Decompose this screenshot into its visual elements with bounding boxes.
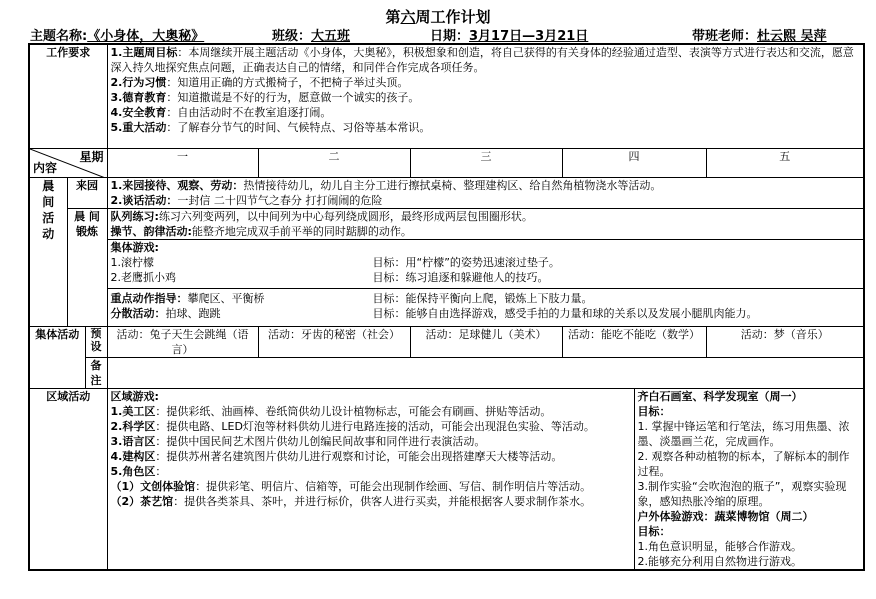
page-title [0, 6, 876, 27]
activity-tuesday: 活动：牙齿的秘密（社会） [258, 327, 410, 358]
game-item: 1.滚柠檬 目标：用“柠檬”的姿势迅速滚过垫子。 [110, 256, 560, 269]
area-line: （2）茶艺馆：提供各类茶具、茶叶，并进行标价，供客人进行买卖，并能根据客人要求制作茶水。 [110, 495, 592, 508]
work-item: 5.重大活动：了解春分节气的时间、气候特点、习俗等基本常识。 [110, 121, 431, 134]
plan-table [28, 43, 865, 571]
group-activity-note-row [29, 358, 864, 389]
day-wednesday: 三 [410, 149, 562, 178]
corner-cell [29, 149, 107, 178]
activity-wednesday: 活动：足球健儿（美术） [410, 327, 562, 358]
theme-value: 《小身体，大奥秘》 [87, 29, 205, 44]
work-requirements-label: 工作要求 [29, 44, 107, 149]
exercise-row [29, 209, 864, 240]
work-requirements-row [29, 44, 864, 149]
day-tuesday: 二 [258, 149, 410, 178]
area-line: 5.角色区： [110, 465, 167, 478]
exercise-label: 晨 间 锻炼 [67, 209, 107, 327]
exercise-queue-content: 队列练习:练习六列变两列，以中间列为中心每列绕成圆形，最终形成两层包围圈形状。 操节、韵律活动:能整齐地完成双手前平举的同时踮脚的动作。 [107, 209, 864, 240]
work-requirements-content [107, 44, 864, 149]
area-line: 3.语言区：提供中国民间艺术图片供幼儿创编民间故事和同伴进行表演活动。 [110, 435, 486, 448]
exercise-games-content: 集体游戏: 1.滚柠檬 目标：用“柠檬”的姿势迅速滚过垫子。 2.老鹰抓小鸡 目标：练习追逐和躲避他人的技巧。 重点动作指导：攀爬区、平衡桥 目标：能保持平衡向上爬，锻炼上下肢力量。 分散活动：拍球、跑跳 目标：能够自由选择游戏，感受手拍的力量和球的关系以及发展小腿肌肉能力。 [107, 240, 864, 327]
preset-label: 预设 [85, 327, 107, 358]
area-line: 2.科学区：提供电路、LED灯泡等材料供幼儿进行电路连接的活动，可能会出现混色实验、等活动。 [110, 420, 595, 433]
week-number: 六 [400, 8, 416, 26]
activity-thursday: 活动：能吃不能吃（数学） [562, 327, 706, 358]
work-item: 2.行为习惯：知道用正确的方式搬椅子，不把椅子举过头顶。 [110, 76, 409, 89]
day-friday: 五 [706, 149, 864, 178]
note-label: 备注 [85, 358, 107, 389]
theme-header: 主题名称:《小身体，大奥秘》 [30, 29, 205, 44]
group-activity-preset-row [29, 327, 864, 358]
activity-monday: 活动：兔子天生会跳绳（语言） [107, 327, 258, 358]
activity-friday: 活动：梦（音乐） [706, 327, 864, 358]
work-item: 1.主题周目标：本周继续开展主题活动《小身体，大奥秘》，积极想象和创造，将自己获得的有关身体的经验通过造型、表演等方式进行表达和交流，愿意深入持久地探究焦点问题，正确表达自己的情绪，和同伴合作完成各项任务。 [110, 46, 854, 74]
arrival-label: 来园 [67, 178, 107, 209]
teacher-header: 带班老师：杜云熙 吴萍 [692, 29, 827, 44]
area-games-content: 区域游戏: 1.美工区：提供彩纸、油画棒、卷纸筒供幼儿设计植物标志，可能会有刷画、拼贴等活动。 2.科学区：提供电路、LED灯泡等材料供幼儿进行电路连接的活动，可能会出现混色实验、等活动。 3.语言区：提供中国民间艺术图片供幼儿创编民间故事和同伴进行表演活动。 4.建构区：提供苏州著名建筑图片供幼儿进行观察和讨论，可能会出现搭建摩天大楼等活动。 5.角色区： （1）文创体验馆：提供彩笔、明信片、信箱等，可能会出现制作绘画、写信、制作明信片等活动。 （2）茶艺馆：提供各类茶具、茶叶，并进行标价，供客人进行买卖，并能根据客人要求制作茶水。 [107, 389, 634, 571]
arrival-content: 1.来园接待、观察、劳动：热情接待幼儿，幼儿自主分工进行擦拭桌椅、整理建构区、给自然角植物浇水等活动。 2.谈话活动：一封信 二十四节气之春分 打打闹闹的危险 [107, 178, 864, 209]
morning-activity-label: 晨 间 活 动 [29, 178, 67, 327]
area-line: （1）文创体验馆：提供彩笔、明信片、信箱等，可能会出现制作绘画、写信、制作明信片等活动。 [110, 480, 592, 493]
title-prefix: 第 [385, 8, 401, 26]
day-monday: 一 [107, 149, 258, 178]
date-value: 3月17日—3月21日 [469, 29, 589, 44]
special-activities-content: 齐白石画室、科学发现室（周一） 目标： 1. 掌握中锋运笔和行笔法，练习用焦墨、浓墨、淡墨画兰花，完成画作。 2. 观察各种动植物的标本，了解标本的制作过程。 3.制作实验“会吹泡泡的瓶子”，观察实验现象，感知热胀冷缩的原理。 户外体验游戏：蔬菜博物馆（周二） 目标： 1.角色意识明显，能够合作游戏。 2.能够充分利用自然物进行游戏。 [634, 389, 864, 571]
teacher-value: 杜云熙 吴萍 [757, 29, 827, 44]
game-item: 2.老鹰抓小鸡 目标：练习追逐和躲避他人的技巧。 [110, 271, 549, 284]
exercise-games-row [29, 240, 864, 327]
area-activity-label: 区域活动 [29, 389, 107, 571]
group-activity-label: 集体活动 [29, 327, 85, 389]
arrival-row [29, 178, 864, 209]
title-suffix: 周工作计划 [415, 8, 491, 26]
exercise-guidance: 重点动作指导：攀爬区、平衡桥 目标：能保持平衡向上爬，锻炼上下肢力量。 分散活动：拍球、跑跳 目标：能够自由选择游戏，感受手拍的力量和球的关系以及发展小腿肌肉能力。 [108, 288, 864, 321]
weekday-header-row [29, 149, 864, 178]
date-header: 日期：3月17日—3月21日 [430, 29, 589, 44]
corner-weekday-label: 星期 [79, 150, 104, 164]
class-value: 大五班 [311, 29, 351, 44]
note-content [107, 358, 864, 389]
area-line: 4.建构区：提供苏州著名建筑图片供幼儿进行观察和讨论，可能会出现搭建摩天大楼等活动。 [110, 450, 563, 463]
class-header: 班级：大五班 [272, 29, 351, 44]
day-thursday: 四 [562, 149, 706, 178]
area-line: 1.美工区：提供彩纸、油画棒、卷纸筒供幼儿设计植物标志，可能会有刷画、拼贴等活动。 [110, 405, 552, 418]
work-item: 3.德育教育：知道撒谎是不好的行为，愿意做一个诚实的孩子。 [110, 91, 420, 104]
corner-content-label: 内容 [33, 161, 58, 175]
work-item: 4.安全教育：自由活动时不在教室追逐打闹。 [110, 106, 332, 119]
area-activity-row [29, 389, 864, 571]
